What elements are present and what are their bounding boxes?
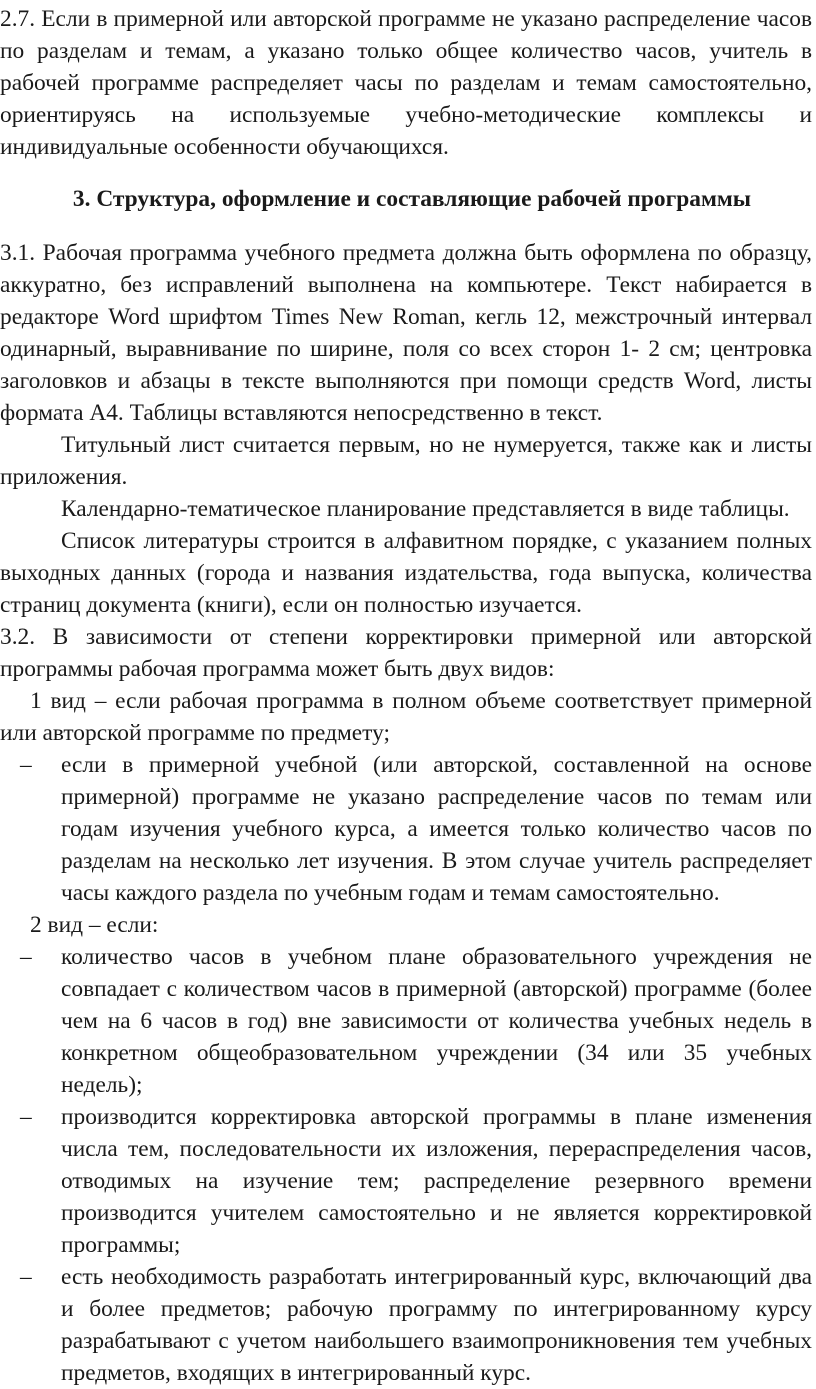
dash-marker: –: [20, 944, 32, 970]
paragraph-3-2: 3.2. В зависимости от степени корректировки примерной или авторской программы рабочая программа может быть двух видов:: [0, 624, 812, 682]
list-item: [0, 749, 812, 909]
paragraph-calendar: Календарно-тематическое планирование представляется в виде таблицы.: [61, 496, 790, 522]
dash-marker: –: [20, 1104, 32, 1130]
dash-marker: –: [20, 752, 32, 778]
vid-2-intro: 2 вид – если:: [30, 912, 159, 938]
vid-2-list: [0, 941, 812, 1389]
list-item: [0, 941, 812, 1101]
paragraph-3-1: 3.1. Рабочая программа учебного предмета должна быть оформлена по образцу, аккуратно, без исправлений выполнена на компьютере. Текст набирается в редакторе Word шрифтом Times New Roman, кегль 12, межстрочный интервал одинарный, выравнивание по ширине, поля со всех сторон 1- 2 см; центровка заголовков и абзацы в тексте выполняются при помощи средств Word, листы формата А4. Таблицы вставляются непосредственно в текст.: [0, 240, 812, 426]
section-3-heading: 3. Структура, оформление и составляющие рабочей программы: [72, 186, 752, 212]
paragraph-title-page: Титульный лист считается первым, но не нумеруется, также как и листы приложения.: [0, 432, 812, 490]
list-item: [0, 1101, 812, 1261]
list-item-text: количество часов в учебном плане образовательного учреждения не совпадает с количеством часов в примерной (авторской) программе (более чем на 6 часов в год) вне зависимости от количества учебных недель в конкретном общеобразовательном учреждении (34 или 35 учебных недель);: [61, 944, 812, 1098]
list-item-text: есть необходимость разработать интегрированный курс, включающий два и более предметов; рабочую программу по интегрированному курсу разрабатывают с учетом наибольшего взаимопроникновения тем учебных предметов, входящих в интегрированный курс.: [61, 1264, 812, 1386]
vid-1-list: [0, 749, 812, 909]
list-item: [0, 1261, 812, 1389]
paragraph-2-7: 2.7. Если в примерной или авторской программе не указано распределение часов по разделам и темам, а указано только общее количество часов, учитель в рабочей программе распределяет часы по разделам и темам самостоятельно, ориентируясь на используемые учебно-методические комплексы и индивидуальные особенности обучающихся.: [0, 6, 812, 160]
vid-1-intro: 1 вид – если рабочая программа в полном объеме соответствует примерной или авторской программе по предмету;: [0, 688, 812, 746]
list-item-text: производится корректировка авторской программы в плане изменения числа тем, последовательности их изложения, перераспределения часов, отводимых на изучение тем; распределение резервного времени производится учителем самостоятельно и не является корректировкой программы;: [61, 1104, 812, 1258]
dash-marker: –: [20, 1264, 32, 1290]
paragraph-literature: Список литературы строится в алфавитном порядке, с указанием полных выходных данных (города и названия издательства, года выпуска, количества страниц документа (книги), если он полностью изучается.: [0, 528, 812, 618]
list-item-text: если в примерной учебной (или авторской, составленной на основе примерной) программе не указано распределение часов по темам или годам изучения учебного курса, а имеется только количество часов по разделам на несколько лет изучения. В этом случае учитель распределяет часы каждого раздела по учебным годам и темам самостоятельно.: [61, 752, 812, 906]
